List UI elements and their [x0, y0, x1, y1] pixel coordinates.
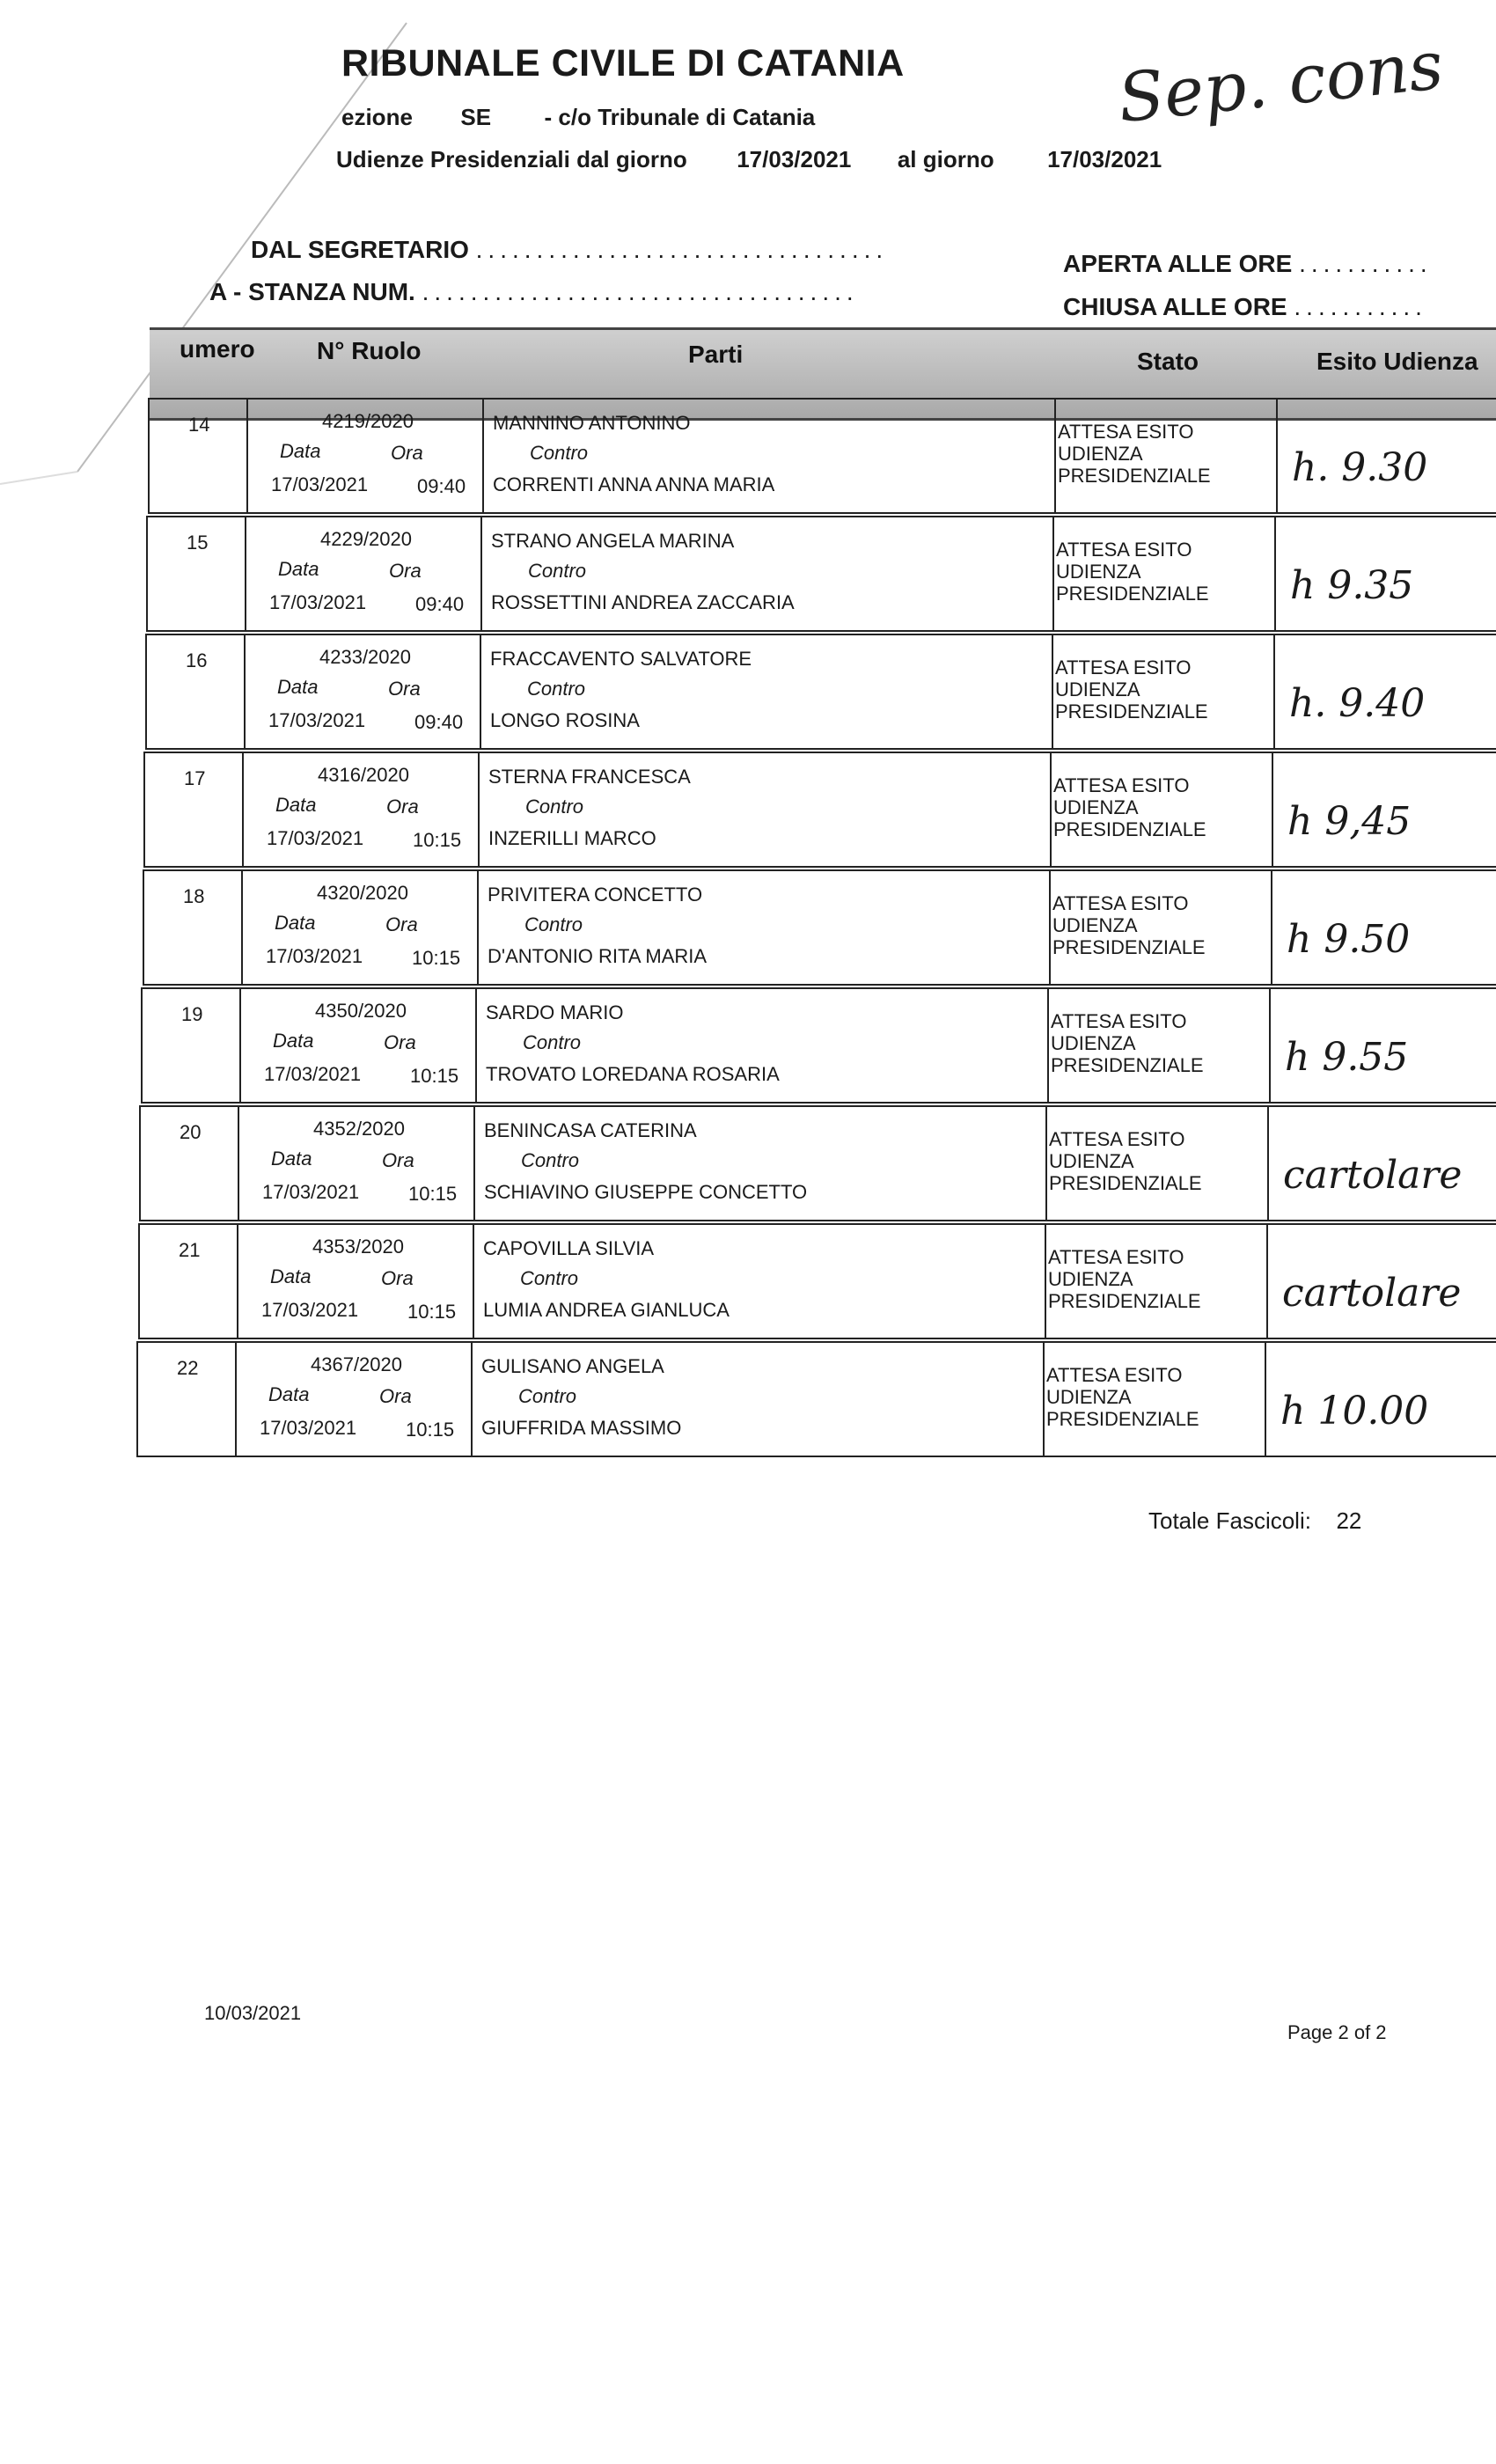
contro-label: Contro [530, 442, 589, 464]
sezione-value: SE [460, 104, 492, 130]
data-label: Data [277, 676, 319, 698]
ora-label: Ora [388, 678, 421, 700]
hearing-date: 17/03/2021 [260, 1417, 357, 1439]
data-label: Data [280, 440, 321, 462]
stato-line: UDIENZA [1046, 1386, 1132, 1408]
court-title: RIBUNALE CIVILE DI CATANIA [341, 42, 905, 84]
contro-label: Contro [520, 1267, 579, 1289]
stato-line: ATTESA ESITO [1055, 656, 1192, 678]
party-plaintiff: STRANO ANGELA MARINA [491, 530, 735, 552]
row-number: 20 [180, 1121, 202, 1143]
stato-line: ATTESA ESITO [1056, 539, 1192, 561]
date-to: 17/03/2021 [1047, 146, 1162, 172]
stato-line: PRESIDENZIALE [1052, 936, 1206, 958]
dal-segretario-row: DAL SEGRETARIO .................................. [251, 236, 889, 263]
hearing-date: 17/03/2021 [266, 945, 363, 967]
hearing-time: 10:15 [413, 829, 462, 851]
party-plaintiff: FRACCAVENTO SALVATORE [490, 648, 752, 670]
row-number: 18 [183, 885, 205, 907]
data-label: Data [270, 1265, 312, 1287]
party-defendant: D'ANTONIO RITA MARIA [488, 945, 708, 967]
party-plaintiff: GULISANO ANGELA [481, 1355, 664, 1377]
data-label: Data [271, 1148, 312, 1170]
stato-line: UDIENZA [1055, 678, 1140, 700]
data-label: Data [278, 558, 319, 580]
stato-line: ATTESA ESITO [1058, 421, 1194, 443]
hearing-time: 10:15 [407, 1301, 457, 1323]
table-row [148, 398, 1496, 514]
hearing-time: 09:40 [414, 711, 464, 733]
udienze-row [336, 146, 1162, 173]
ruolo-number: 4353/2020 [312, 1236, 404, 1258]
party-plaintiff: SARDO MARIO [486, 1001, 624, 1023]
party-defendant: SCHIAVINO GIUSEPPE CONCETTO [484, 1181, 808, 1203]
row-number: 19 [181, 1003, 203, 1025]
esito-handwritten: cartolare [1282, 1271, 1462, 1316]
stato-line: PRESIDENZIALE [1046, 1408, 1199, 1430]
stato-line: PRESIDENZIALE [1051, 1054, 1204, 1076]
sezione-row [341, 104, 815, 131]
row-number: 16 [186, 649, 208, 671]
stato-line: PRESIDENZIALE [1056, 583, 1209, 605]
contro-label: Contro [528, 560, 587, 582]
stato-line: UDIENZA [1058, 443, 1143, 465]
print-date: 10/03/2021 [204, 2002, 302, 2024]
ora-label: Ora [382, 1149, 414, 1171]
table-row [146, 516, 1496, 632]
hearing-date: 17/03/2021 [262, 1181, 360, 1203]
party-plaintiff: MANNINO ANTONINO [493, 412, 691, 434]
contro-label: Contro [527, 678, 586, 700]
totale-label: Totale Fascicoli: [1148, 1507, 1311, 1534]
stato-line: ATTESA ESITO [1052, 892, 1189, 914]
hearing-date: 17/03/2021 [267, 827, 364, 849]
ora-label: Ora [385, 913, 418, 935]
contro-label: Contro [521, 1149, 580, 1171]
ora-label: Ora [386, 796, 419, 818]
table-row [136, 1341, 1496, 1457]
data-label: Data [273, 1030, 314, 1052]
esito-handwritten: h 9.35 [1290, 563, 1414, 608]
table-row [141, 987, 1496, 1104]
esito-handwritten: h. 9.40 [1289, 681, 1426, 726]
totale-value: 22 [1336, 1507, 1362, 1534]
data-label: Data [275, 794, 317, 816]
ora-label: Ora [384, 1031, 416, 1053]
header-numero: umero [180, 335, 255, 363]
sezione-label: ezione [341, 104, 413, 130]
ora-label: Ora [379, 1385, 412, 1407]
stato-line: UDIENZA [1049, 1150, 1134, 1172]
hearing-time: 09:40 [415, 593, 465, 615]
stato-line: PRESIDENZIALE [1049, 1172, 1202, 1194]
party-defendant: CORRENTI ANNA ANNA MARIA [493, 473, 775, 495]
stato-line: UDIENZA [1053, 796, 1139, 818]
data-label: Data [275, 912, 316, 934]
esito-handwritten: h 10.00 [1280, 1389, 1429, 1434]
esito-handwritten: cartolare [1283, 1153, 1463, 1198]
table-row [143, 752, 1496, 868]
party-plaintiff: BENINCASA CATERINA [484, 1119, 697, 1141]
hearing-date: 17/03/2021 [264, 1063, 362, 1085]
row-number: 21 [179, 1239, 201, 1261]
party-defendant: ROSSETTINI ANDREA ZACCARIA [491, 591, 795, 613]
chiusa-row: CHIUSA ALLE ORE ........... [1063, 293, 1427, 320]
row-number: 17 [184, 767, 206, 789]
hearing-time: 10:15 [408, 1183, 458, 1205]
hearing-time: 10:15 [406, 1419, 455, 1441]
header-parti: Parti [688, 341, 744, 368]
row-number: 22 [177, 1357, 199, 1379]
hearing-date: 17/03/2021 [261, 1299, 359, 1321]
party-defendant: LUMIA ANDREA GIANLUCA [483, 1299, 730, 1321]
stato-line: ATTESA ESITO [1049, 1128, 1185, 1150]
totale-row [1148, 1507, 1361, 1535]
date-from: 17/03/2021 [737, 146, 852, 172]
stato-line: ATTESA ESITO [1051, 1010, 1187, 1032]
stato-line: ATTESA ESITO [1048, 1246, 1184, 1268]
sezione-suffix: - c/o Tribunale di Catania [544, 104, 816, 130]
ruolo-number: 4352/2020 [313, 1118, 405, 1140]
party-plaintiff: CAPOVILLA SILVIA [483, 1237, 655, 1259]
hearing-date: 17/03/2021 [269, 591, 367, 613]
ruolo-number: 4320/2020 [317, 882, 408, 904]
table-row [138, 1223, 1496, 1339]
udienze-label: Udienze Presidenziali dal giorno [336, 146, 687, 172]
row-number: 14 [188, 414, 210, 436]
hearing-time: 09:40 [417, 475, 466, 497]
party-defendant: LONGO ROSINA [490, 709, 640, 731]
party-defendant: INZERILLI MARCO [488, 827, 656, 849]
stato-line: ATTESA ESITO [1046, 1364, 1183, 1386]
row-number: 15 [187, 532, 209, 554]
contro-label: Contro [523, 1031, 582, 1053]
table-row [139, 1105, 1496, 1221]
hearing-date: 17/03/2021 [271, 473, 369, 495]
party-defendant: GIUFFRIDA MASSIMO [481, 1417, 682, 1439]
hearing-date: 17/03/2021 [268, 709, 366, 731]
ruolo-number: 4350/2020 [315, 1000, 407, 1022]
contro-label: Contro [524, 913, 583, 935]
ora-label: Ora [391, 442, 423, 464]
esito-handwritten: h 9.50 [1287, 917, 1411, 962]
contro-label: Contro [525, 796, 584, 818]
esito-handwritten: h 9.55 [1285, 1035, 1409, 1080]
stanza-row: A - STANZA NUM. .................................... [209, 278, 859, 305]
stato-line: UDIENZA [1056, 561, 1141, 583]
ruolo-number: 4316/2020 [318, 764, 409, 786]
stato-line: ATTESA ESITO [1053, 774, 1190, 796]
hearing-time: 10:15 [412, 947, 461, 969]
hearing-time: 10:15 [410, 1065, 459, 1087]
stato-line: UDIENZA [1051, 1032, 1136, 1054]
handwritten-note: Sep. cons [1114, 25, 1447, 138]
table-row [145, 634, 1496, 750]
ruolo-number: 4229/2020 [320, 528, 412, 550]
ruolo-number: 4219/2020 [322, 410, 414, 432]
table-row [143, 869, 1496, 986]
contro-label: Contro [518, 1385, 577, 1407]
page-number: Page 2 of 2 [1287, 2021, 1387, 2043]
stato-line: PRESIDENZIALE [1058, 465, 1211, 487]
header-esito: Esito Udienza [1316, 348, 1478, 375]
stato-line: PRESIDENZIALE [1053, 818, 1206, 840]
esito-handwritten: h. 9.30 [1292, 445, 1428, 490]
aperta-row: APERTA ALLE ORE ........... [1063, 250, 1433, 277]
party-defendant: TROVATO LOREDANA ROSARIA [486, 1063, 780, 1085]
al-giorno-label: al giorno [897, 146, 994, 172]
header-stato: Stato [1137, 348, 1199, 375]
party-plaintiff: STERNA FRANCESCA [488, 766, 691, 788]
stato-line: UDIENZA [1048, 1268, 1133, 1290]
esito-handwritten: h 9,45 [1287, 799, 1412, 844]
ora-label: Ora [389, 560, 422, 582]
stato-line: UDIENZA [1052, 914, 1138, 936]
ora-label: Ora [381, 1267, 414, 1289]
ruolo-number: 4233/2020 [319, 646, 411, 668]
stato-line: PRESIDENZIALE [1048, 1290, 1201, 1312]
stato-line: PRESIDENZIALE [1055, 700, 1208, 722]
header-ruolo: N° Ruolo [317, 337, 422, 364]
data-label: Data [268, 1383, 310, 1405]
ruolo-number: 4367/2020 [311, 1353, 402, 1375]
party-plaintiff: PRIVITERA CONCETTO [488, 884, 703, 906]
